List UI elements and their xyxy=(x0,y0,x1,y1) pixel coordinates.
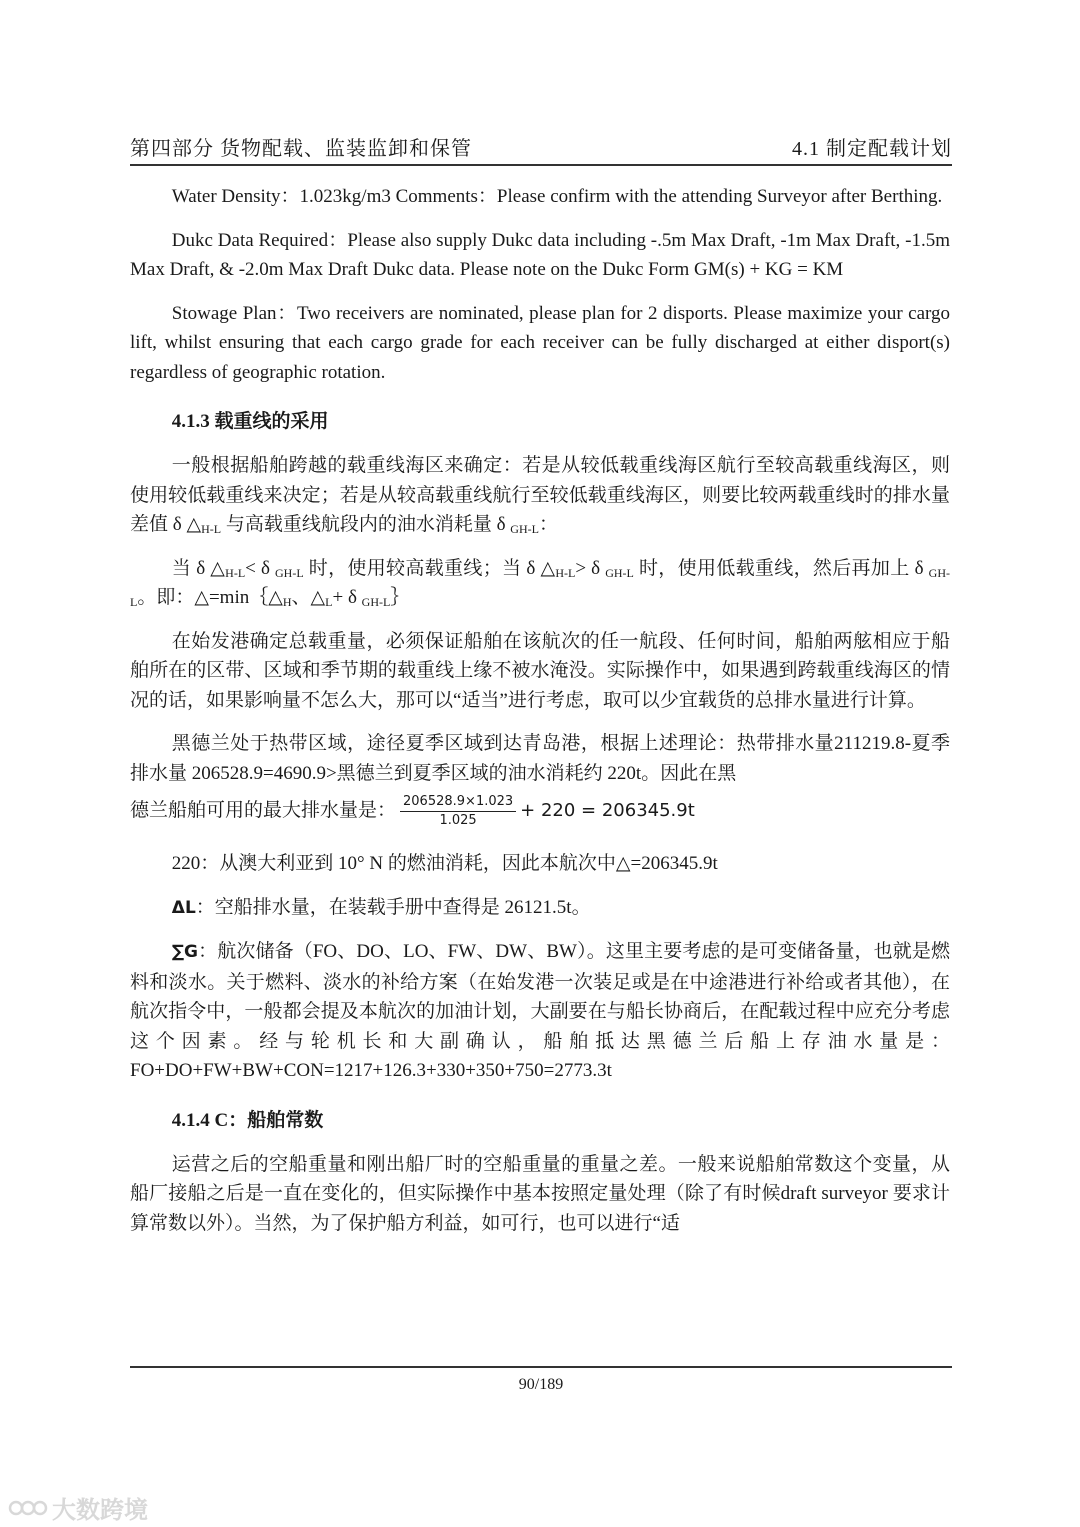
header-chapter-title: 4.1 制定配载计划 xyxy=(792,138,952,160)
page-body xyxy=(130,182,950,1238)
paragraph-dukc: Dukc Data Required：Please also supply Dukc data including -.5m Max Draft, -1m Max Draft, -1.5m Max Draft, & -2.0m Max Draft Dukc data. Please note on the Dukc Form GM(s) + KG = KM xyxy=(130,229,950,280)
header-section-title: 第四部分 货物配载、监装监卸和保管 xyxy=(130,138,472,160)
page-header xyxy=(130,131,952,161)
paragraph-max-displacement: 德兰船舶可用的最大排水量是： $\frac{206528.9\times 1.023}{1.025}$ + 220 = 206345.9t xyxy=(130,794,695,828)
paragraph-loadline-general: 一般根据船舶跨越的载重线海区来确定：若是从较低载重线海区航行至较高载重线海区，则使用较低载重线来决定；若是从较高载重线航行至较低载重线海区，则要比较两载重线时的排水量差值 δ $\triangle_{H-L}$ 与高载重线航段内的油水消耗量 δ $_{GH-L}$： xyxy=(130,455,950,536)
paragraph-light-displacement: ΔL：空船排水量，在装载手册中查得是 26121.5t。 xyxy=(171,896,591,918)
paragraph-ship-constant: 运营之后的空船重量和刚出船厂时的空船重量的重量之差。一般来说船舶常数这个变量，从船厂接船之后是一直在变化的，但实际操作中基本按照定量处理（除了有时候draft surveyor 要求计算常数以外）。当然，为了保护船方利益，如可行，也可以进行“适 xyxy=(130,1153,950,1234)
page-number: 90/189 xyxy=(518,1376,564,1393)
paragraph-voyage-reserve: ∑G：航次储备（FO、DO、LO、FW、DW、BW）。这里主要考虑的是可变储备量，也就是燃料和淡水。关于燃料、淡水的补给方案（在始发港一次装足或是在中途港进行补给或者其他），在航次指令中，一般都会提及本航次的加油计划，大副要在与船长协商后，在配载过程中应充分考虑这个因素。经与轮机长和大副确认，船舶抵达黑德兰后船上存油水量是：FO+DO+FW+BW+CON=1217+126.3+330+350+750=2773.3t xyxy=(130,941,950,1081)
header-divider xyxy=(130,164,952,166)
watermark-logo-icon xyxy=(8,1496,48,1520)
paragraph-departure-port: 在始发港确定总载重量，必须保证船舶在该航次的任一航段、任何时间，船舶两舷相应于船舶所在的区带、区域和季节期的载重线上缘不被水淹没。实际操作中，如果遇到跨载重线海区的情况的话，如果影响量不怎么大，那可以“适当”进行考虑，取可以少宜载货的总排水量进行计算。 xyxy=(130,630,950,711)
heading-4-1-3: 4.1.3 载重线的采用 xyxy=(171,411,329,432)
watermark xyxy=(8,1490,148,1525)
displacement-fraction: $\frac{206528.9\times 1.023}{1.025}$ xyxy=(400,794,516,829)
paragraph-loadline-rule: 当 δ $\triangle_{H-L}< \delta$ $_{GH-L}$ 时，使用较高载重线；当 δ $\triangle_{H-L}> \delta$ $_{GH-L}$ 时，使用低载重线，然后再加上 δ $_{GH-L}$。即：$\triangle=\min\{\triangle_H$、$\triangle_L+ \delta$ $_{GH-L}$｝ xyxy=(130,557,950,609)
footer-divider xyxy=(130,1366,952,1368)
paragraph-hedland: 黑德兰处于热带区域，途径夏季区域到达青岛港，根据上述理论：热带排水量211219.8-夏季排水量 206528.9=4690.9>黑德兰到夏季区域的油水消耗约 220t。因此在黑 xyxy=(130,733,950,784)
heading-4-1-4: 4.1.4 C：船舶常数 xyxy=(171,1109,324,1131)
paragraph-water-density: Water Density：1.023kg/m3 Comments：Please confirm with the attending Surveyor after Berthing. xyxy=(171,186,943,207)
watermark-text: 大数跨境 xyxy=(52,1496,148,1524)
paragraph-fuel-220: 220：从澳大利亚到 10° N 的燃油消耗，因此本航次中△=206345.9t xyxy=(171,853,718,874)
paragraph-stowage-plan: Stowage Plan：Two receivers are nominated, please plan for 2 disports. Please maximize your cargo lift, whilst ensuring that each cargo grade for each receiver can be fully discharged at either disport(s) regardless of geographic rotation. xyxy=(130,302,950,383)
